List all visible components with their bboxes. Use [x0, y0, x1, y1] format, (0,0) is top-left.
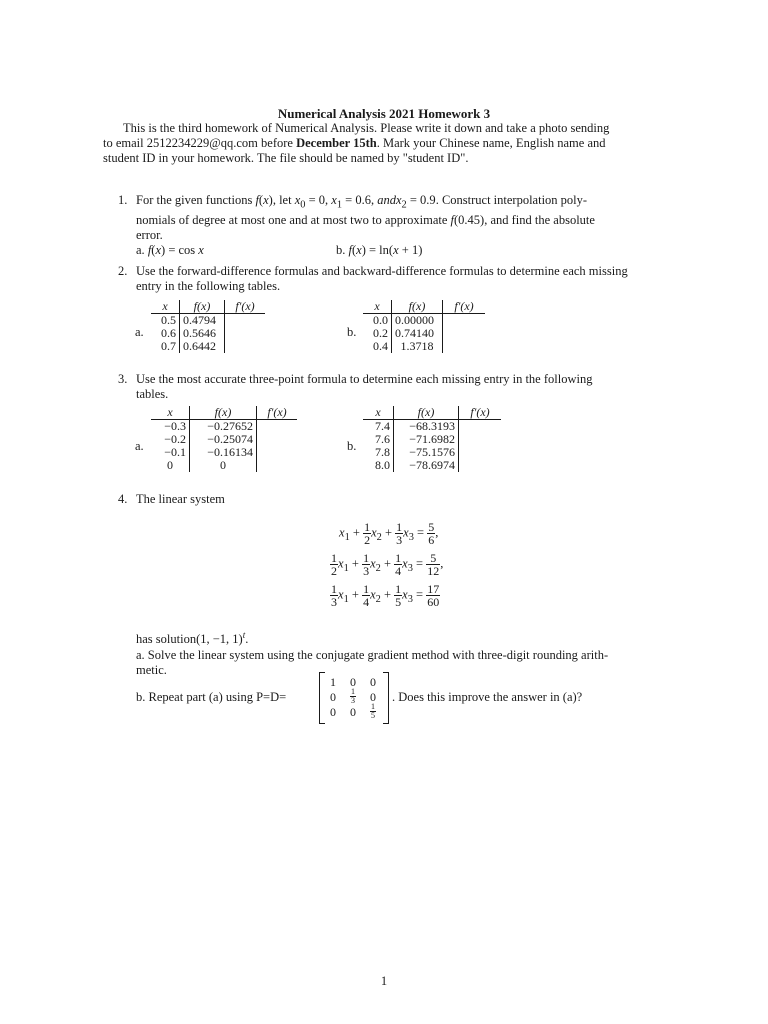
q4-part-b-question: . Does this improve the answer in (a)?: [392, 690, 583, 704]
question-3: 3. Use the most accurate three-point formula to determine each missing entry in the following tables.: [118, 372, 593, 401]
equation-3: $\frac{1}{3}$ $x_1$ + $\frac{1}{4}$ $x_2$ + $\frac{1}{5}$ $x_3$ = $\frac{17}{60}$: [331, 582, 440, 609]
table-row: 0.2 0.74140: [363, 327, 485, 340]
table-row: 0.6 0.5646: [151, 327, 265, 340]
q2-a-label: a.: [135, 325, 144, 339]
table-row: 7.4 −68.3193: [363, 420, 501, 434]
q1-part-b: b. f(x) = ln(x + 1): [336, 242, 423, 257]
intro-line-2: to email 2512234229@qq.com before December 15th. Mark your Chinese name, English name and: [103, 136, 606, 150]
question-2: 2. Use the forward-difference formulas and backward-difference formulas to determine each missing entry in the following tables.: [118, 264, 628, 293]
table-row: 8.0 −78.6974: [363, 459, 501, 472]
q2-table-b: x f(x) f′(x) 0.0 0.00000 0.2 0.74140 0.4 1.3718: [363, 300, 485, 353]
table-row: 0 0: [151, 459, 297, 472]
matrix-p-d: 1 0 0 0 1 3 0 0 0 1 5: [319, 672, 389, 724]
intro-paragraph: [103, 121, 657, 166]
q3-b-label: b.: [347, 439, 357, 453]
table-row: −0.2 −0.25074: [151, 433, 297, 446]
q4-part-a: a. Solve the linear system using the conjugate gradient method with three-digit rounding arith- metic.: [136, 648, 609, 677]
q4-part-b-text: b. Repeat part (a) using P=D=: [136, 690, 287, 704]
equation-2: $\frac{1}{2}$ $x_1$ + $\frac{1}{3}$ $x_2$ + $\frac{1}{4}$ $x_3$ = $\frac{5}{12}$ ,: [331, 551, 444, 578]
table-row: 7.8 −75.1576: [363, 446, 501, 459]
q3-table-b: x f(x) f′(x) 7.4 −68.3193 7.6 −71.6982 7.8 −75.1576 8.0 −78.6974: [363, 406, 501, 472]
q3-a-label: a.: [135, 439, 144, 453]
q4-solution: has solution(1, −1, 1)$^t$.: [136, 630, 249, 647]
table-row: 0.5 0.4794: [151, 314, 265, 328]
page-number: 1: [380, 974, 388, 988]
deadline: December 15th: [296, 136, 377, 150]
q2-table-a: x f(x) f′(x) 0.5 0.4794 0.6 0.5646 0.7 0.6442: [151, 300, 265, 353]
table-row: 0.4 1.3718: [363, 340, 485, 353]
table-row: 0.0 0.00000: [363, 314, 485, 328]
table-row: −0.1 −0.16134: [151, 446, 297, 459]
table-row: 0.7 0.6442: [151, 340, 265, 353]
q1-part-a: a. f(x) = cos x: [136, 242, 204, 257]
equation-1: $x_1$ + $\frac{1}{2}$ $x_2$ + $\frac{1}{3}$ $x_3$ = $\frac{5}{6}$ ,: [339, 520, 439, 547]
table-row: −0.3 −0.27652: [151, 420, 297, 434]
question-4: 4. The linear system: [118, 492, 225, 506]
page-title: Numerical Analysis 2021 Homework 3: [277, 106, 491, 121]
intro-line-1: This is the third homework of Numerical Analysis. Please write it down and take a photo sending: [123, 121, 610, 135]
q2-b-label: b.: [347, 325, 357, 339]
q3-table-a: x f(x) f′(x) −0.3 −0.27652 −0.2 −0.25074 −0.1 −0.16134 0 0: [151, 406, 297, 472]
intro-line-3: student ID in your homework. The file should be named by "student ID".: [103, 151, 469, 165]
table-row: 7.6 −71.6982: [363, 433, 501, 446]
question-1: 1. For the given functions f(x), let $x_0 = 0$, $x_1 = 0.6$, andx$_2$ = 0.9. Construct interpolation poly- nomials of degree at most one and at most two to approximate f(0.45), and find the absolute error. a. f(x) = cos x b. f(x) = ln(x + 1): [118, 193, 595, 257]
math-fx: f: [255, 193, 259, 207]
